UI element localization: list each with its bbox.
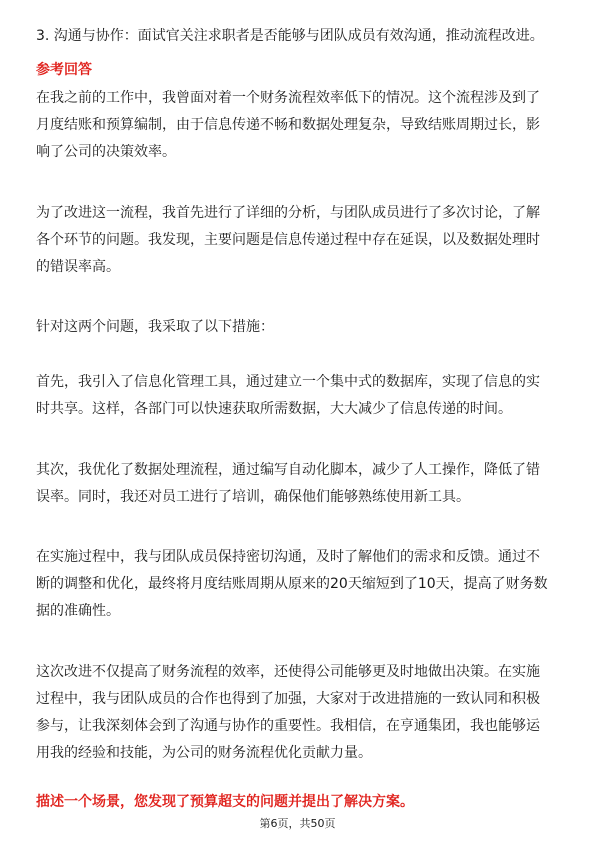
answer-line: 月度结账和预算编制，由于信息传递不畅和数据处理复杂，导致结账周期过长，影 [36, 117, 540, 133]
answer-line: 首先，我引入了信息化管理工具，通过建立一个集中式的数据库，实现了信息的实 [36, 374, 540, 390]
answer-heading: 参考回答 [36, 62, 92, 78]
answer-line: 其次，我优化了数据处理流程，通过编写自动化脚本，减少了人工操作，降低了错 [36, 462, 540, 478]
answer-line: 这次改进不仅提高了财务流程的效率，还使得公司能够更及时地做出决策。在实施 [36, 664, 540, 680]
answer-line: 断的调整和优化，最终将月度结账周期从原来的20天缩短到了10天，提高了财务数 [36, 576, 548, 592]
answer-line: 响了公司的决策效率。 [36, 144, 176, 160]
answer-line: 为了改进这一流程，我首先进行了详细的分析，与团队成员进行了多次讨论，了解 [36, 205, 540, 221]
next-question: 描述一个场景，您发现了预算超支的问题并提出了解决方案。 [36, 794, 414, 810]
answer-line: 针对这两个问题，我采取了以下措施： [36, 319, 274, 335]
answer-line: 各个环节的问题。我发现，主要问题是信息传递过程中存在延误，以及数据处理时 [36, 232, 540, 248]
answer-line: 参与，让我深刻体会到了沟通与协作的重要性。我相信，在亨通集团，我也能够运 [36, 718, 540, 734]
page-number: 第6页，共50页 [259, 817, 336, 830]
answer-line: 用我的经验和技能，为公司的财务流程优化贡献力量。 [36, 745, 372, 761]
answer-line: 过程中，我与团队成员的合作也得到了加强，大家对于改进措施的一致认同和积极 [36, 691, 540, 707]
answer-line: 的错误率高。 [36, 259, 120, 275]
answer-line: 据的准确性。 [36, 603, 120, 619]
answer-line: 在实施过程中，我与团队成员保持密切沟通，及时了解他们的需求和反馈。通过不 [36, 549, 540, 565]
answer-line: 时共享。这样，各部门可以快速获取所需数据，大大减少了信息传递的时间。 [36, 401, 512, 417]
answer-line: 在我之前的工作中，我曾面对着一个财务流程效率低下的情况。这个流程涉及到了 [36, 90, 540, 106]
answer-line: 误率。同时，我还对员工进行了培训，确保他们能够熟练使用新工具。 [36, 489, 470, 505]
evaluation-point: 3. 沟通与协作：面试官关注求职者是否能够与团队成员有效沟通，推动流程改进。 [36, 28, 544, 44]
